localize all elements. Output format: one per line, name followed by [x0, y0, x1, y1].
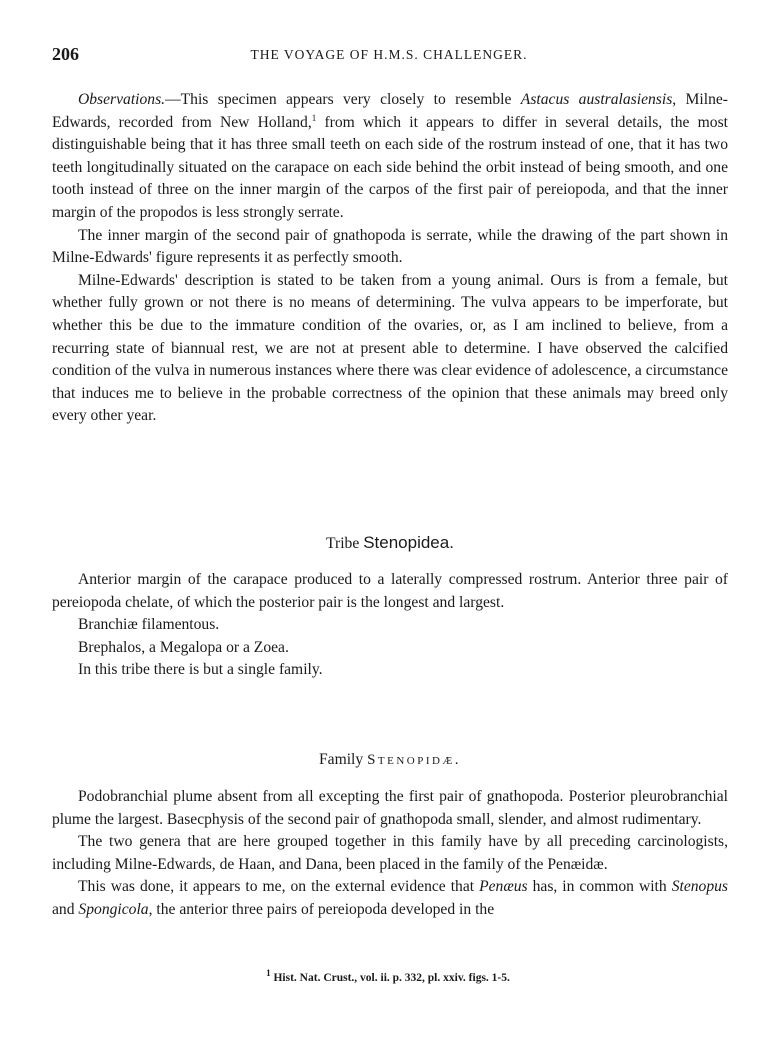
family-name: Stenopidæ. — [367, 752, 462, 768]
tribe-heading — [52, 533, 728, 553]
observations-text-a: —This specimen appears very closely to resemble — [165, 91, 521, 108]
family-heading — [52, 751, 728, 769]
gnathopoda-paragraph: The inner margin of the second pair of gnathopoda is serrate, while the drawing of the part shown in Milne-Edwards' figure represents it as perfectly smooth. — [52, 226, 728, 267]
family-label: Family — [318, 751, 364, 768]
page-number: 206 — [52, 44, 79, 64]
species-name: Astacus australasiensis — [520, 91, 673, 108]
footnote-text: Hist. Nat. Crust., vol. ii. p. 332, pl. xxiv. figs. 1-5. — [270, 972, 510, 984]
vulva-paragraph: Milne-Edwards' description is stated to be taken from a young animal. Ours is from a female, but whether fully grown or not there is no means of determining. The vulva appears to be imperforate, but whether this be due to the immature condition of the ovaries, or, as I am inclined to believe, from a recurring state of biannual rest, we are not at present able to determine. I have observed the calcified condition of the vulva in numerous instances where there was clear evidence of adolescence, a circumstance that induces me to believe in the probable correctness of the opinion that these animals may breed only every other year. — [52, 271, 728, 425]
footnote-marker: 1 — [266, 968, 271, 979]
genus-spongicola: Spongicola — [78, 900, 149, 918]
observations-text-c: from which it appears to differ in several details, the most distinguishable being that it has three small teeth on each side of the rostrum instead of one, that it has two teeth longitudinally situated on the carapace on each side behind the orbit instead of being smooth, and one tooth instead of three on the inner margin of the carpos of the first pair of pereiopoda, and that the inner margin of the propodos is less strongly serrate. — [52, 113, 728, 221]
genus-penaeus: Penæus — [479, 878, 528, 896]
footnote — [0, 968, 776, 984]
tribe-brephalos: Brephalos, a Megalopa or a Zoea. — [78, 638, 289, 656]
tribe-branchiae: Branchiæ filamentous. — [78, 616, 220, 634]
family-evidence-paragraph — [52, 876, 728, 921]
tribe-family-note: In this tribe there is but a single family. — [78, 661, 323, 679]
page-header — [52, 44, 726, 66]
observations-section — [52, 89, 728, 428]
evidence-text-a: This was done, it appears to me, on the external evidence that — [78, 878, 480, 896]
family-description: Podobranchial plume absent from all excepting the first pair of gnathopoda. Posterior pleurobranchial plume the largest. Basecphysis of the second pair of gnathopoda small, slender, and almost rudimentary. — [52, 788, 728, 828]
genus-stenopus: Stenopus — [671, 878, 728, 896]
observations-paragraph — [52, 89, 728, 225]
family-genera-paragraph: The two genera that are here grouped together in this family have by all preceding carcinologists, including Milne-Edwards, de Haan, and Dana, been placed in the family of the Penæidæ. — [52, 833, 728, 873]
tribe-description: Anterior margin of the carapace produced to a laterally compressed rostrum. Anterior three pair of pereiopoda chelate, of which the posterior pair is the longest and largest. — [52, 571, 728, 611]
footnote-ref: 1 — [311, 112, 317, 123]
evidence-text-d: , the anterior three pairs of pereiopoda developed in the — [148, 900, 495, 918]
tribe-section — [52, 569, 728, 682]
tribe-label: Tribe — [326, 535, 360, 552]
running-title: THE VOYAGE OF H.M.S. CHALLENGER. — [250, 47, 528, 62]
observations-text-b: , Milne-Edwards, recorded from New Holland, — [52, 91, 728, 131]
tribe-name: Stenopidea. — [363, 533, 454, 552]
evidence-text-c: and — [52, 900, 79, 918]
observations-label: Observations. — [78, 91, 166, 108]
evidence-text-b: has, in common with — [527, 878, 672, 896]
family-section — [52, 786, 728, 922]
